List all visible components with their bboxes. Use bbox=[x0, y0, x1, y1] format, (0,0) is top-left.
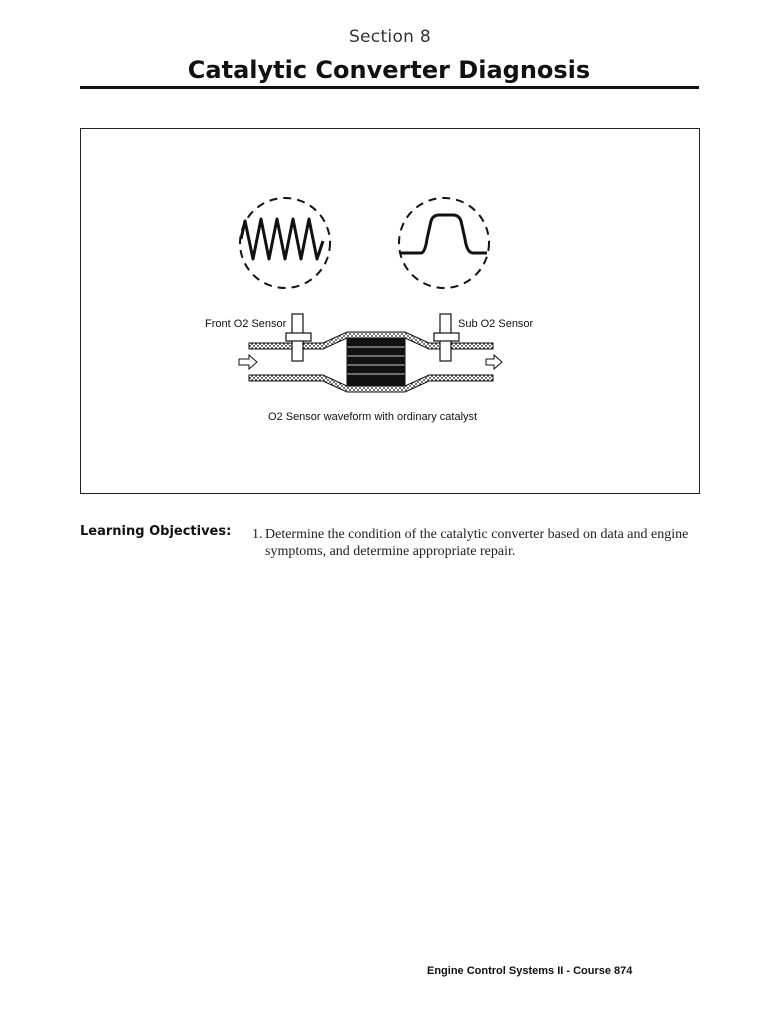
catalyst-diagram bbox=[81, 129, 701, 495]
objective-text: Determine the condition of the catalytic converter based on data and engine symptoms, and determine appropriate repair. bbox=[265, 527, 689, 559]
page-footer: Engine Control Systems II - Course 874 bbox=[427, 965, 633, 977]
catalyst-figure bbox=[80, 128, 700, 494]
title-rule bbox=[80, 86, 699, 89]
front-o2-waveform-icon bbox=[240, 198, 330, 288]
learning-objectives-list bbox=[252, 526, 712, 560]
sub-o2-waveform-icon bbox=[399, 198, 489, 288]
objective-item bbox=[252, 526, 712, 560]
section-label: Section 8 bbox=[348, 27, 432, 47]
learning-objectives-heading: Learning Objectives: bbox=[80, 524, 232, 539]
objective-number: 1. bbox=[252, 527, 263, 542]
figure-caption: O2 Sensor waveform with ordinary catalyst bbox=[268, 411, 478, 423]
page-title: Catalytic Converter Diagnosis bbox=[187, 56, 591, 84]
front-o2-sensor-label: Front O2 Sensor bbox=[205, 318, 287, 330]
sub-o2-sensor-label: Sub O2 Sensor bbox=[458, 318, 534, 330]
